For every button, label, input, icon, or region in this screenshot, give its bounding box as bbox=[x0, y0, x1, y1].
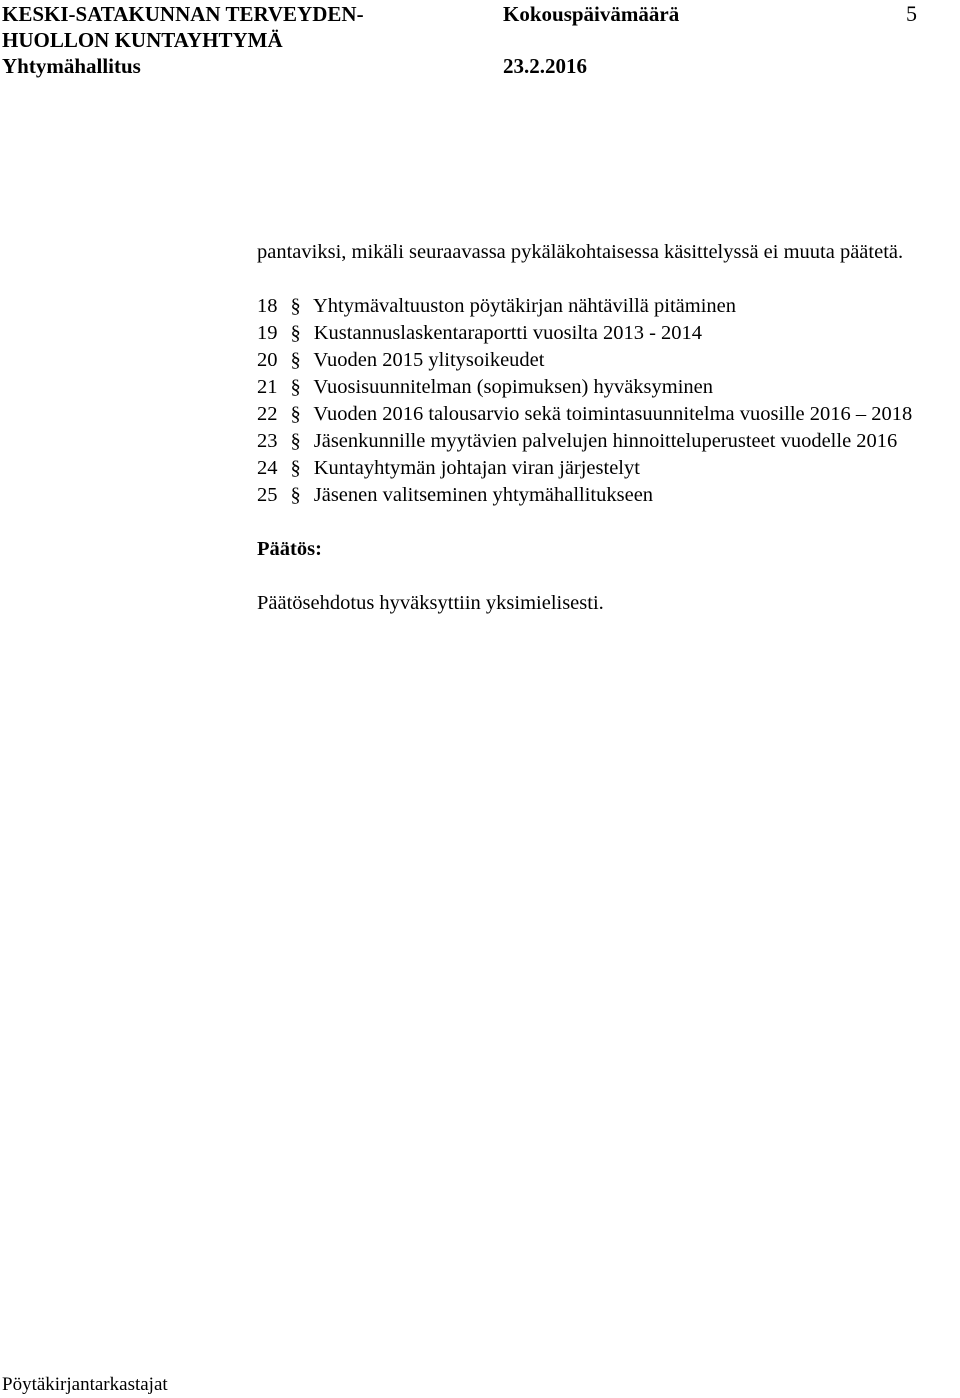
page-number: 5 bbox=[906, 1, 917, 26]
item-title: Kuntayhtymän johtajan viran järjestelyt bbox=[313, 457, 640, 479]
item-number: 19 bbox=[257, 322, 278, 344]
footer-label: Pöytäkirjantarkastajat bbox=[2, 1374, 168, 1395]
section-symbol: § bbox=[290, 430, 301, 452]
section-symbol: § bbox=[290, 295, 301, 317]
item-number: 23 bbox=[257, 430, 278, 452]
agenda-item bbox=[257, 320, 957, 347]
section-symbol: § bbox=[290, 322, 301, 344]
agenda-item bbox=[257, 374, 957, 401]
item-title: Jäsenkunnille myytävien palvelujen hinnoitteluperusteet vuodelle 2016 bbox=[313, 430, 898, 452]
decision-heading: Päätös: bbox=[257, 538, 322, 560]
item-number: 24 bbox=[257, 457, 278, 479]
section-symbol: § bbox=[290, 403, 301, 425]
item-number: 20 bbox=[257, 349, 278, 371]
organization-name-line2: HUOLLON KUNTAYHTYMÄ bbox=[2, 28, 283, 52]
agenda-item bbox=[257, 482, 957, 509]
item-title: Vuosisuunnitelman (sopimuksen) hyväksyminen bbox=[313, 376, 714, 398]
agenda-item bbox=[257, 347, 957, 374]
section-symbol: § bbox=[290, 484, 301, 506]
agenda-item bbox=[257, 428, 957, 455]
item-title: Vuoden 2015 ylitysoikeudet bbox=[313, 349, 545, 371]
item-number: 21 bbox=[257, 376, 278, 398]
item-number: 22 bbox=[257, 403, 278, 425]
item-title: Yhtymävaltuuston pöytäkirjan nähtävillä pitäminen bbox=[313, 295, 737, 317]
agenda-item bbox=[257, 455, 957, 482]
item-title: Vuoden 2016 talousarvio sekä toimintasuunnitelma vuosille 2016 – 2018 bbox=[313, 403, 913, 425]
meeting-date: 23.2.2016 bbox=[503, 54, 587, 78]
section-symbol: § bbox=[290, 457, 301, 479]
agenda-list bbox=[257, 293, 957, 509]
minutes-content bbox=[257, 239, 957, 617]
item-number: 18 bbox=[257, 295, 278, 317]
governing-body: Yhtymähallitus bbox=[2, 54, 141, 78]
intro-paragraph: pantaviksi, mikäli seuraavassa pykäläkohtaisessa käsittelyssä ei muuta päätetä. bbox=[257, 241, 904, 263]
item-title: Jäsenen valitseminen yhtymähallitukseen bbox=[313, 484, 654, 506]
decision-text: Päätösehdotus hyväksyttiin yksimielisesti. bbox=[257, 592, 604, 614]
agenda-item bbox=[257, 401, 957, 428]
agenda-item bbox=[257, 293, 957, 320]
section-symbol: § bbox=[290, 376, 301, 398]
meeting-date-label: Kokouspäivämäärä bbox=[503, 2, 680, 26]
section-symbol: § bbox=[290, 349, 301, 371]
item-number: 25 bbox=[257, 484, 278, 506]
item-title: Kustannuslaskentaraportti vuosilta 2013 - 2014 bbox=[313, 322, 703, 344]
organization-name-line1: KESKI-SATAKUNNAN TERVEYDEN- bbox=[2, 2, 364, 26]
